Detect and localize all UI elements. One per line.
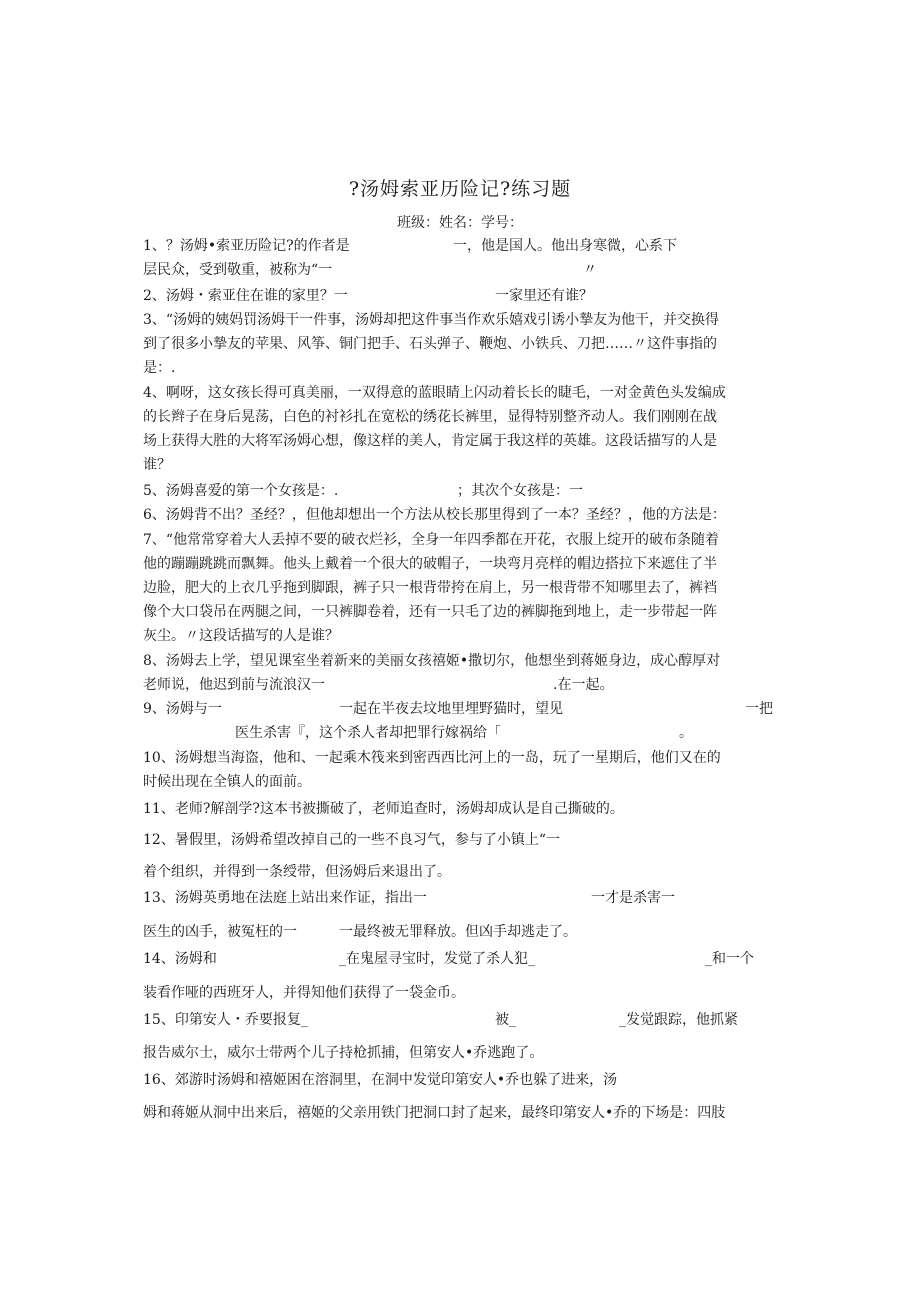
text-segment: 14、汤姆和: [143, 951, 217, 967]
question-7-line-5: 灰尘。〃这段话描写的人是谁？: [143, 628, 339, 644]
question-12-line-2: 着个组织，并得到一条绶带，但汤姆后来退出了。: [143, 864, 451, 880]
text-segment: 被_: [495, 1012, 516, 1028]
question-14-line-2: 装看作哑的西班牙人，并得知他们获得了一袋金币。: [143, 985, 465, 1001]
question-3-line-1: 3、“汤姆的姨妈罚汤姆干一件事，汤姆却把这件事当作欢乐嬉戏引诱小摯友为他干，并交换得: [143, 312, 720, 328]
text-segment: 一起在半夜去坟地里埋野猫时，望见: [339, 701, 563, 717]
text-segment: 1、？汤姆•索亚历险记?的作者是: [143, 238, 350, 254]
question-3-line-3: 是：.: [143, 360, 176, 376]
text-segment: _在鬼屋寻宝时，发觉了杀人犯_: [339, 951, 535, 967]
text-segment: 医生杀害『，这个杀人者却把罪行嫁祸给「: [235, 725, 501, 741]
text-segment: _和一个: [705, 951, 754, 967]
question-8-line-1: 8、汤姆去上学，望见课室坐着新来的美丽女孩禧姬•撒切尔，他想坐到蒋姬身边，成心醇厚对: [143, 653, 721, 669]
text-segment: .在一起。: [553, 677, 614, 693]
question-7-line-1: 7、“他常常穿着大人丢掉不要的破衣烂衫，全身一年四季都在开花，衣服上绽开的破布条随着: [143, 532, 720, 548]
text-segment: 〃: [583, 262, 597, 278]
question-15-line-2: 报告威尔士，威尔士带两个儿子持枪抓捕，但第安人•乔逃跑了。: [143, 1045, 544, 1061]
text-segment: 。: [679, 725, 693, 741]
question-11-line: 11、老师?解剖学?这本书被撕破了，老师追查时，汤姆却成认是自己撕破的。: [143, 801, 624, 817]
text-segment: 层民众，受到敬重，被称为“一: [143, 262, 333, 278]
question-7-line-2: 他的蹦蹦跳跳而飘舞。他头上戴着一个很大的破帽子，一块弯月亮样的帽边搭拉下来遮住了半: [143, 556, 717, 572]
text-segment: 2、汤姆・索亚住在谁的家里？一: [143, 288, 348, 304]
text-segment: 老师说，他迟到前与流浪汉一: [143, 677, 325, 693]
text-segment: 一家里还有谁？: [495, 288, 593, 304]
text-segment: 一把: [745, 701, 773, 717]
question-4-line-3: 场上获得大胜的大将军汤姆心想，像这样的美人，肯定属于我这样的英雄。这段话描写的人是: [143, 433, 717, 449]
text-segment: 一才是杀害一: [591, 890, 675, 906]
text-segment: 15、印第安人・乔要报复_: [143, 1012, 308, 1028]
question-12-line-1: 12、暑假里，汤姆希望改掉自己的一些不良习气，参与了小镇上“一: [143, 832, 560, 848]
text-segment: 9、汤姆与一: [143, 701, 222, 717]
question-10-line-2: 时候出现在全镇人的面前。: [143, 774, 311, 790]
question-4-line-1: 4、啊呀，这女孩长得可真美丽，一双得意的蓝眼睛上闪动着长长的睫毛，一对金黄色头发编成: [143, 385, 726, 401]
question-7-line-3: 边脸，肥大的上衣几乎拖到脚跟，裤子只一根背带挎在肩上，另一根背带不知哪里去了，裤裆: [143, 580, 717, 596]
question-3-line-2: 到了很多小摯友的苹果、风筝、铜门把手、石头弹子、鞭炮、小铁兵、刀把……〃这件事指的: [143, 336, 717, 352]
text-segment: 5、汤姆喜爱的第一个女孩是：.: [143, 483, 339, 499]
question-4-line-2: 的长辫子在身后晃荡，白色的衬衫扎在宽松的绣花长裤里，显得特别整齐动人。我们刚刚在战: [143, 409, 717, 425]
text-segment: 一，他是国人。他出身寒微，心系下: [453, 238, 677, 254]
question-16-line-1: 16、郊游时汤姆和禧姬困在溶洞里，在洞中发觉印第安人•乔也躲了进来，汤: [143, 1072, 618, 1088]
text-segment: 13、汤姆英勇地在法庭上站出来作证，指出一: [143, 890, 427, 906]
question-7-line-4: 像个大口袋吊在两腿之间，一只裤脚卷着，还有一只毛了边的裤脚拖到地上，走一步带起一阵: [143, 604, 717, 620]
text-segment: _发觉跟踪，他抓紧: [619, 1012, 738, 1028]
question-6-line: 6、汤姆背不出？圣经？，但他却想出一个方法从校长那里得到了一本？圣经？，他的方法是：: [143, 507, 726, 523]
class-name-id-line: 班级：姓名：学号：: [397, 215, 523, 231]
question-13-line-2: 医生的凶手，被冤枉的一 一最终被无罪释放。但凶手却逃走了。: [143, 924, 577, 940]
text-segment: ；其次个女孩是：一: [457, 483, 583, 499]
question-16-line-2: 姆和蒋姬从洞中出来后，禧姬的父亲用铁门把洞口封了起来，最终印第安人•乔的下场是：四肢: [143, 1105, 726, 1121]
page-title: ?汤姆索亚历险记?练习题: [348, 178, 572, 200]
question-4-line-4: 谁？: [143, 457, 171, 473]
question-10-line-1: 10、汤姆想当海盗，他和、一起乘木筏来到密西西比河上的一岛，玩了一星期后，他们又在的: [143, 750, 721, 766]
